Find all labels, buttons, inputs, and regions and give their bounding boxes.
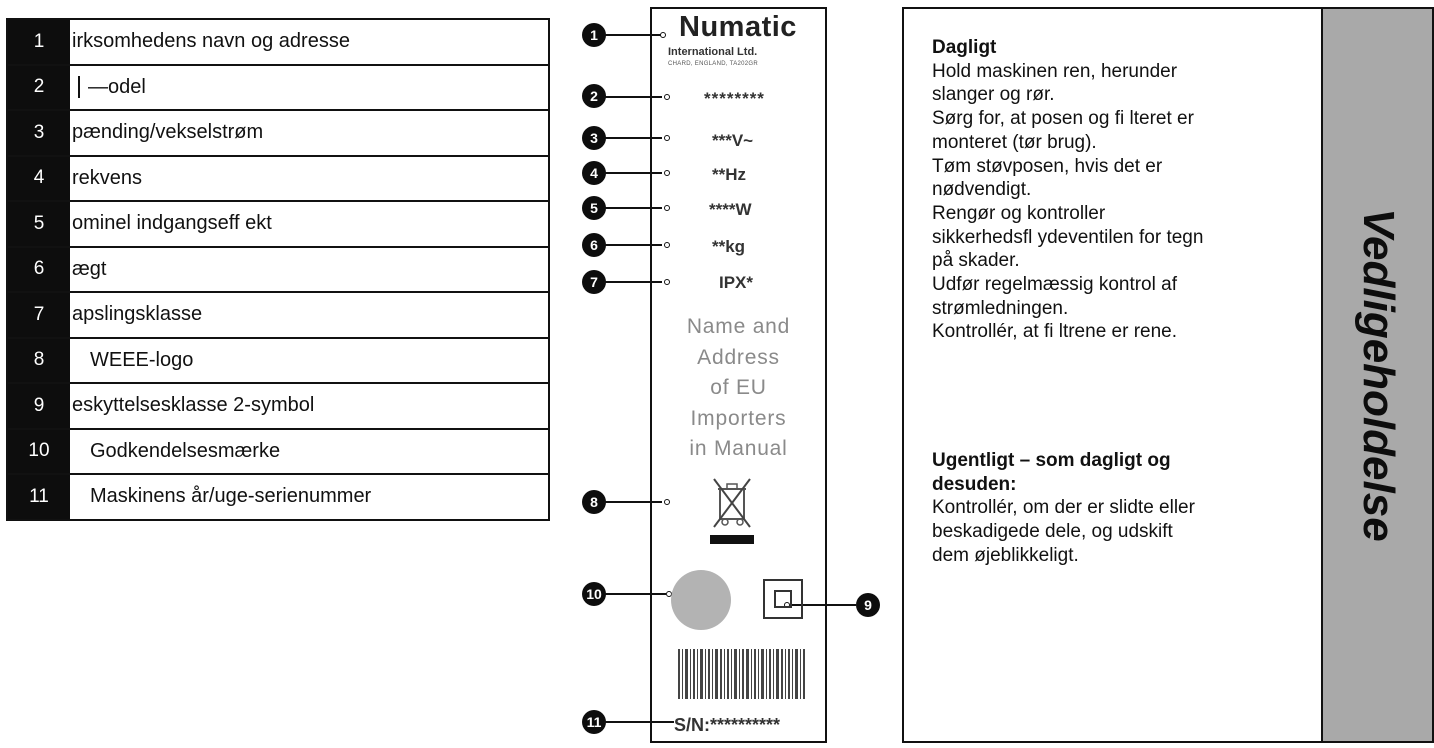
- legend-text: apslingsklasse: [72, 303, 203, 326]
- legend-row: [6, 291, 550, 337]
- weekly-heading: desuden:: [932, 473, 1017, 495]
- legend-row: [6, 109, 550, 155]
- legend-number: 2: [8, 66, 70, 110]
- serial-number: S/N:**********: [674, 715, 781, 735]
- callout-bullet: 3: [582, 126, 606, 150]
- legend-number: 4: [8, 157, 70, 201]
- daily-heading: Dagligt: [932, 37, 997, 58]
- section-sidebar: [1321, 7, 1434, 743]
- daily-line: slanger og rør.: [932, 84, 1055, 106]
- callout-bullet: 7: [582, 270, 606, 294]
- legend-number: 3: [8, 111, 70, 155]
- daily-line: nødvendigt.: [932, 179, 1032, 201]
- sidebar-title: Vedligeholdelse: [1353, 208, 1403, 542]
- ip-rating-value: IPX*: [719, 273, 754, 292]
- legend-text: Maskinens år/uge-serienummer: [90, 485, 372, 508]
- legend-text: ominel indgangseff ekt: [72, 212, 272, 235]
- daily-line: Sørg for, at posen og fi lteret er: [932, 108, 1194, 130]
- legend-row: [6, 428, 550, 474]
- importer-line: Address: [697, 345, 780, 369]
- importer-line: Name and: [686, 315, 791, 338]
- frequency-value: **Hz: [712, 165, 747, 184]
- model-value: ********: [704, 89, 765, 108]
- legend-number: 6: [8, 248, 70, 292]
- importer-notice: [652, 312, 825, 465]
- daily-line: Kontrollér, at fi ltrene er rene.: [932, 321, 1178, 343]
- daily-line: på skader.: [932, 250, 1020, 272]
- power-value: ****W: [709, 200, 752, 219]
- callout-bullet: 9: [856, 593, 880, 617]
- weekly-line: dem øjeblikkeligt.: [932, 544, 1079, 566]
- brand-subtitle: International Ltd.: [668, 46, 758, 58]
- legend-text-value: —odel: [88, 75, 146, 98]
- legend-row: [6, 473, 550, 521]
- legend-number: 8: [8, 339, 70, 383]
- callout-bullet: 6: [582, 233, 606, 257]
- daily-line: Rengør og kontroller: [932, 202, 1106, 224]
- barcode-icon: [678, 649, 806, 699]
- callout-bullet: 11: [582, 710, 606, 734]
- brand-address: CHARD, ENGLAND, TA202GR: [668, 61, 759, 67]
- legend-table: [6, 18, 550, 521]
- legend-text: Godkendelsesmærke: [90, 439, 281, 462]
- maintenance-panel: [902, 7, 1322, 743]
- legend-text: irksomhedens navn og adresse: [72, 30, 350, 53]
- legend-number: 5: [8, 202, 70, 246]
- daily-line: Hold maskinen ren, herunder: [932, 60, 1178, 82]
- class2-symbol: [763, 579, 803, 619]
- callout-bullet: 5: [582, 196, 606, 220]
- legend-text: rekvens: [72, 166, 143, 189]
- callout-bullet: 4: [582, 161, 606, 185]
- daily-section: [932, 36, 1317, 344]
- legend-text: eskyttelsesklasse 2-symbol: [72, 394, 315, 417]
- daily-line: monteret (tør brug).: [932, 131, 1097, 153]
- importer-line: Importers: [690, 406, 787, 430]
- legend-number: 10: [8, 430, 70, 474]
- legend-row: [6, 200, 550, 246]
- callout-bullet: 2: [582, 84, 606, 108]
- weekly-line: Kontrollér, om der er slidte eller: [932, 497, 1195, 519]
- legend-number: 11: [8, 475, 70, 519]
- weekly-section: [932, 449, 1317, 568]
- weight-value: **kg: [712, 237, 746, 256]
- importer-line: of EU: [710, 376, 767, 399]
- daily-line: strømledningen.: [932, 297, 1069, 319]
- legend-text: [78, 66, 146, 110]
- daily-line: Tøm støvposen, hvis det er: [932, 155, 1163, 177]
- approval-mark: [671, 570, 731, 630]
- legend-number: 7: [8, 293, 70, 337]
- legend-text: ægt: [72, 257, 107, 280]
- rating-plate: [650, 7, 827, 743]
- legend-number: 1: [8, 20, 70, 64]
- callout-bullet: 10: [582, 582, 606, 606]
- weee-bin-icon: [710, 477, 754, 547]
- callout-bullet: 8: [582, 490, 606, 514]
- legend-row: [6, 155, 550, 201]
- legend-row: [6, 246, 550, 292]
- weekly-heading: Ugentligt – som dagligt og: [932, 450, 1171, 471]
- legend-text: pænding/vekselstrøm: [72, 121, 264, 144]
- importer-line: in Manual: [689, 437, 788, 460]
- weekly-line: beskadigede dele, og udskift: [932, 521, 1173, 543]
- legend-row: [6, 382, 550, 428]
- legend-number: 9: [8, 384, 70, 428]
- daily-line: sikkerhedsfl ydeventilen for tegn: [932, 226, 1204, 248]
- legend-row: [6, 18, 550, 64]
- voltage-value: ***V~: [712, 131, 754, 150]
- legend-row: [6, 64, 550, 110]
- brand-name: Numatic: [679, 11, 797, 43]
- legend-row: [6, 337, 550, 383]
- legend-text: WEEE-logo: [90, 348, 194, 371]
- daily-line: Udfør regelmæssig kontrol af: [932, 274, 1177, 296]
- callout-bullet: 1: [582, 23, 606, 47]
